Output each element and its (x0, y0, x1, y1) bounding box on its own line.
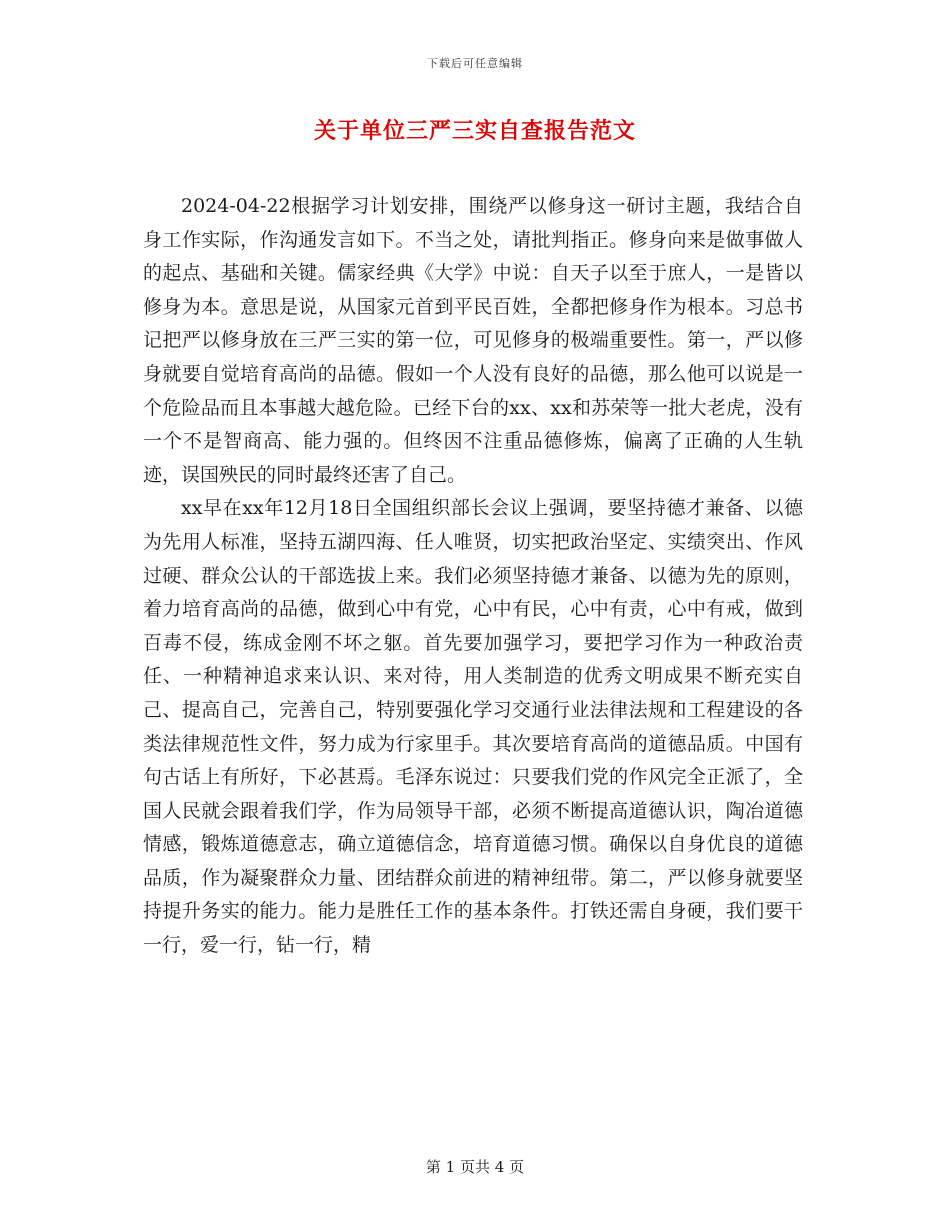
header-note: 下载后可任意编辑 (427, 57, 523, 70)
page-number-footer: 第 1 页共 4 页 (425, 1158, 525, 1176)
document-title: 关于单位三严三实自查报告范文 (313, 118, 636, 144)
document-body (143, 190, 803, 963)
paragraph-2: xx早在xx年12月18日全国组织部长会议上强调，要坚持德才兼备、以德为先用人标准，坚持五湖四海、任人唯贤，切实把政治坚定、实绩突出、作风过硬、群众公认的干部选拔上来。我们必须坚持德才兼备、以德为先的原则，着力培育高尚的品德，做到心中有党，心中有民，心中有责，心中有戒，做到百毒不侵，练成金刚不坏之躯。首先要加强学习，要把学习作为一种政治责任、一种精神追求来认识、来对待，用人类制造的优秀文明成果不断充实自己、提高自己，完善自己，特别要强化学习交通行业法律法规和工程建设的各类法律规范性文件，努力成为行家里手。其次要培育高尚的道德品质。中国有句古话上有所好，下必甚焉。毛泽东说过：只要我们党的作风完全正派了，全国人民就会跟着我们学，作为局领导干部，必须不断提高道德认识，陶冶道德情感，锻炼道德意志，确立道德信念，培育道德习惯。确保以自身优良的道德品质，作为凝聚群众力量、团结群众前进的精神纽带。第二，严以修身就要坚持提升务实的能力。能力是胜任工作的基本条件。打铁还需自身硬，我们要干一行，爱一行，钻一行，精 (143, 497, 803, 957)
paragraph-1: 2024-04-22根据学习计划安排，围绕严以修身这一研讨主题，我结合自身工作实际，作沟通发言如下。不当之处，请批判指正。修身向来是做事做人的起点、基础和关键。儒家经典《大学》中说：自天子以至于庶人，一是皆以修身为本。意思是说，从国家元首到平民百姓，全都把修身作为根本。习总书记把严以修身放在三严三实的第一位，可见修身的极端重要性。第一，严以修身就要自觉培育高尚的品德。假如一个人没有良好的品德，那么他可以说是一个危险品而且本事越大越危险。已经下台的xx、xx和苏荣等一批大老虎，没有一个不是智商高、能力强的。但终因不注重品德修炼，偏离了正确的人生轨迹，误国殃民的同时最终还害了自己。 (143, 195, 803, 486)
